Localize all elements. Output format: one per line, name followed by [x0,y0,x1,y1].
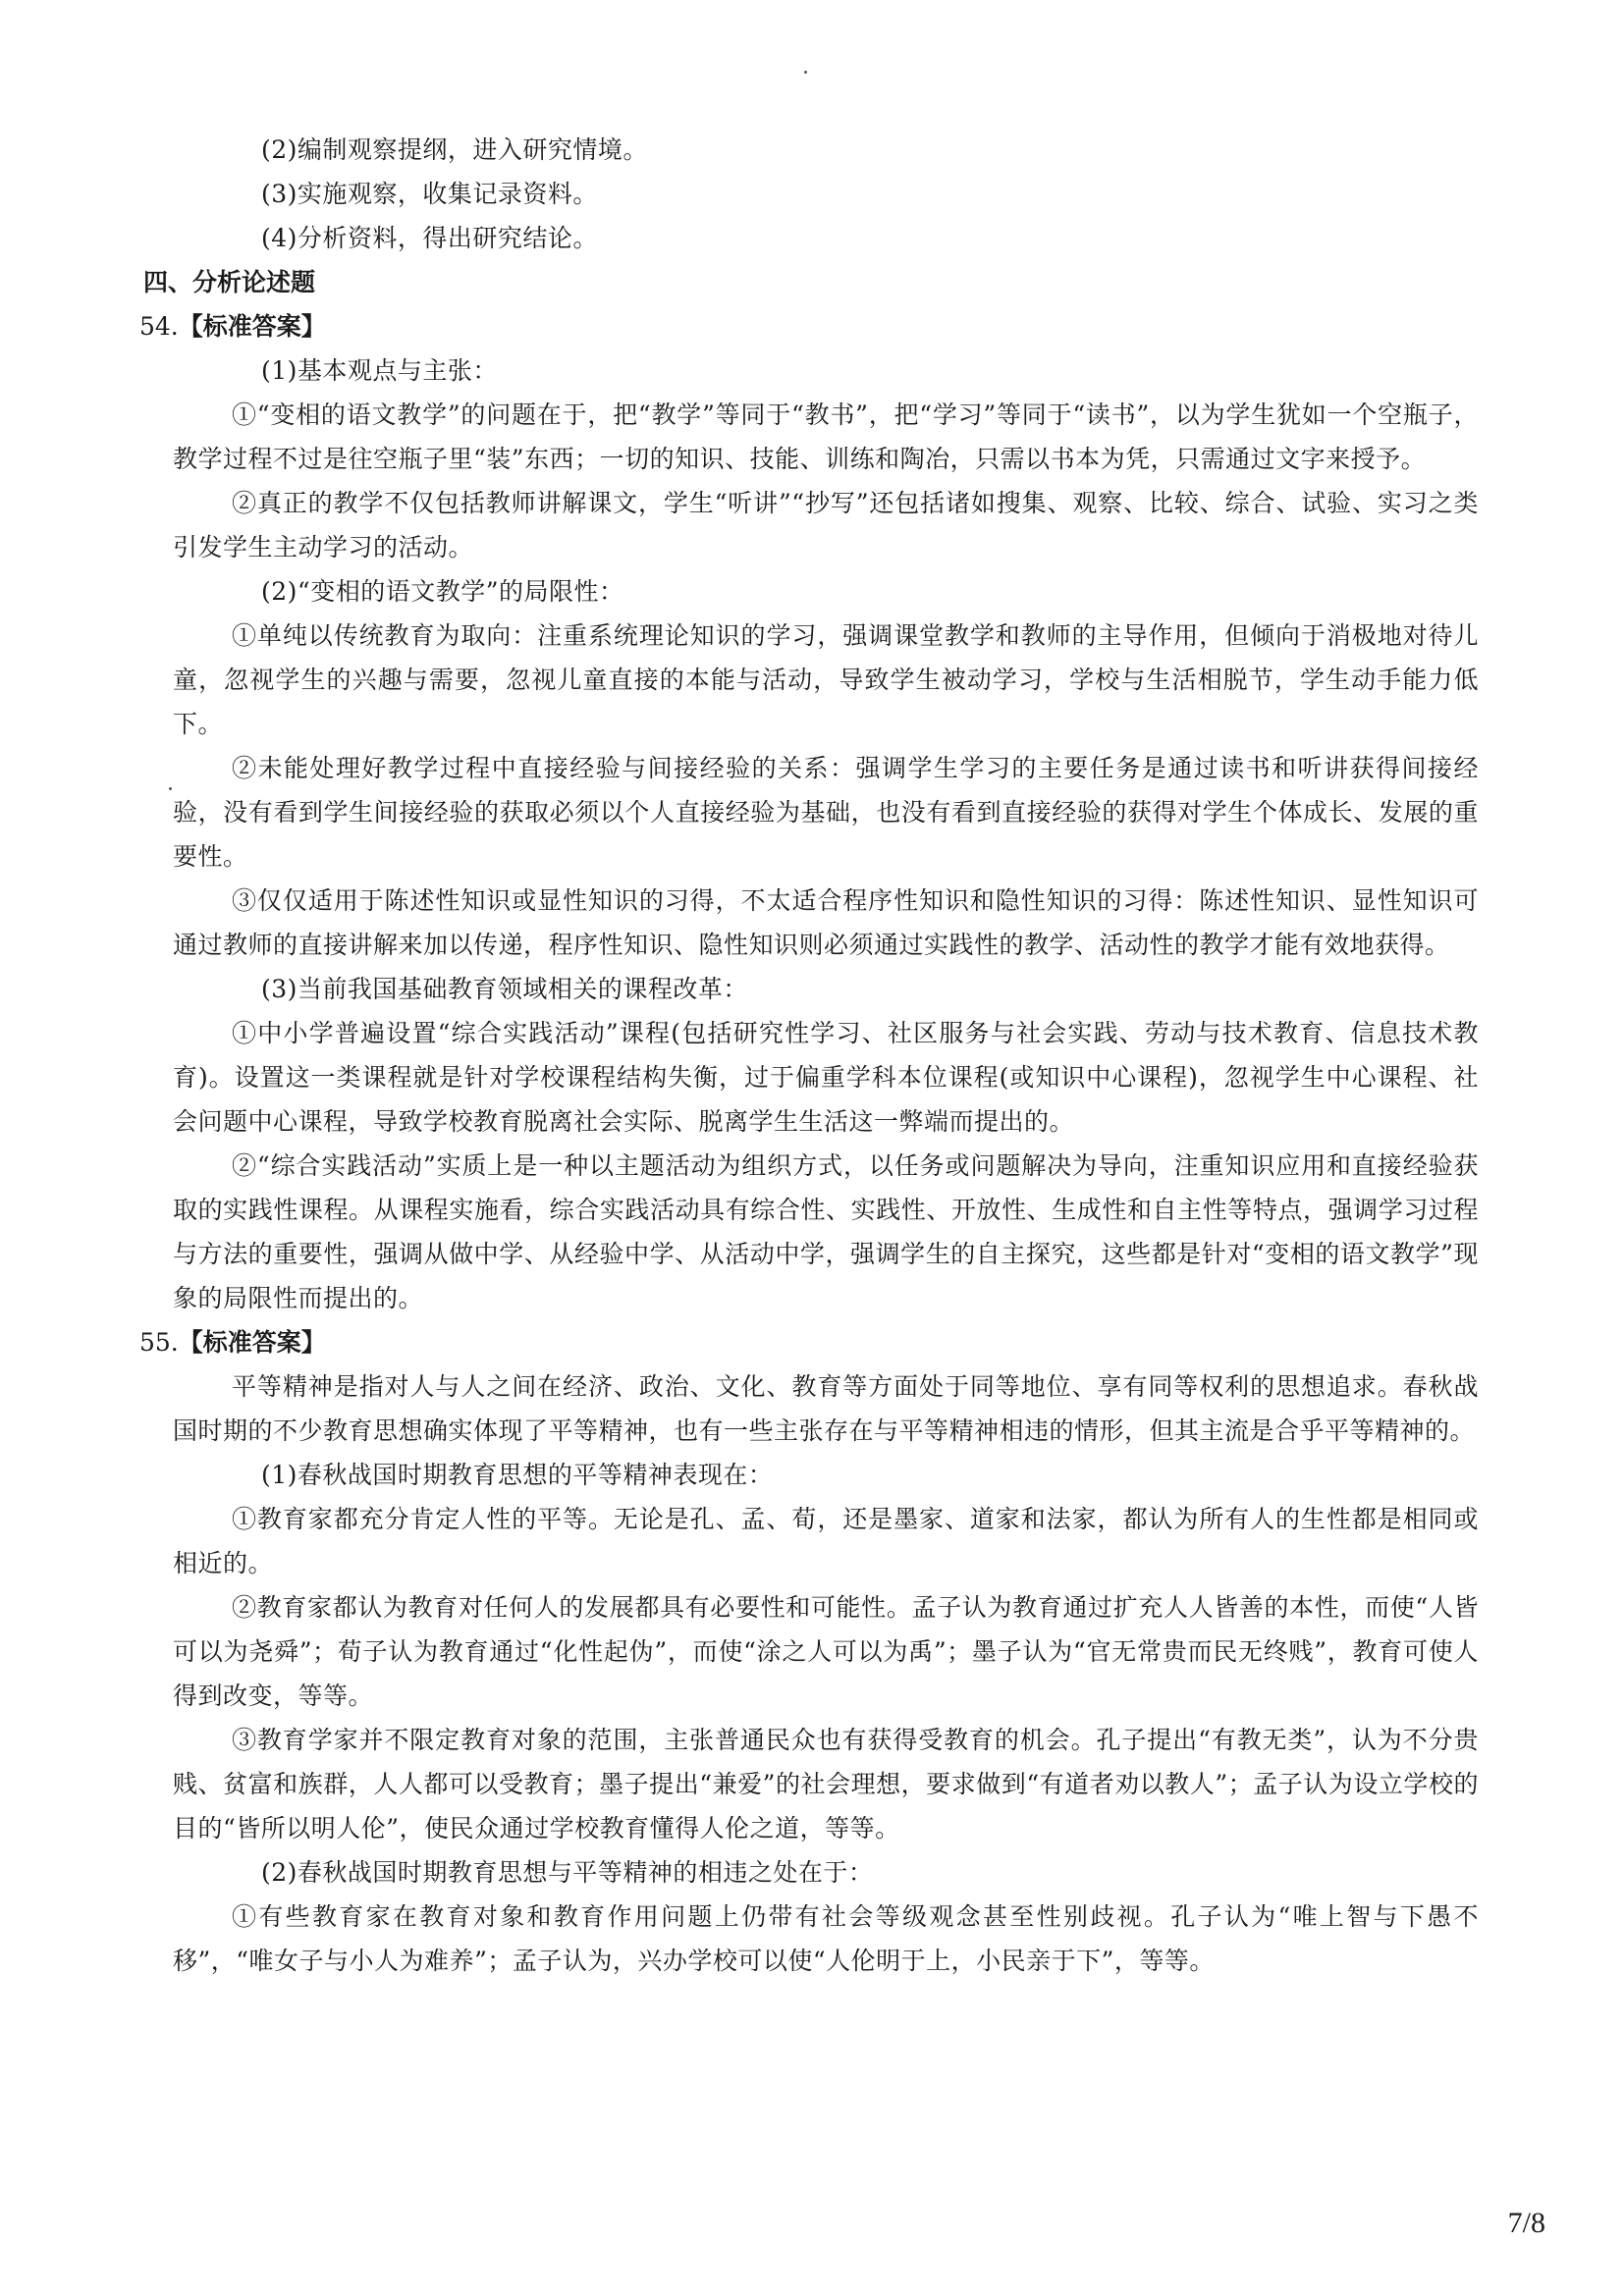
question-number: 55. [139,1328,179,1357]
scan-speck [804,71,807,74]
step-line: (3)实施观察，收集记录资料。 [261,180,598,208]
question-number: 54. [139,312,179,341]
subsection-title: (1)基本观点与主张： [261,356,498,385]
step-line: (4)分析资料，得出研究结论。 [261,224,598,252]
question-54-header [139,304,1479,348]
paragraph: ③教育学家并不限定教育对象的范围，主张普通民众也有获得受教育的机会。孔子提出“有教无类”，认为不分贵贱、贫富和族群，人人都可以受教育；墨子提出“兼爱”的社会理想，要求做到“有道者劝以教人”；孟子认为设立学校的目的“皆所以明人伦”，使民众通过学校教育懂得人伦之道，等等。 [173,1726,1479,1842]
subsection-title: (3)当前我国基础教育领域相关的课程改革： [261,975,748,1003]
page-number: 7/8 [1507,2207,1545,2239]
subsection-title: (1)春秋战国时期教育思想的平等精神表现在： [261,1461,774,1489]
paragraph: ①中小学普遍设置“综合实践活动”课程(包括研究性学习、社区服务与社会实践、劳动与技术教育、信息技术教育)。设置这一类课程就是针对学校课程结构失衡，过于偏重学科本位课程(或知识中心课程)，忽视学生中心课程、社会问题中心课程，导致学校教育脱离社会实际、脱离学生生活这一弊端而提出的。 [173,1019,1479,1136]
page-content [139,128,1479,1983]
paragraph: 平等精神是指对人与人之间在经济、政治、文化、教育等方面处于同等地位、享有同等权利的思想追求。春秋战国时期的不少教育思想确实体现了平等精神，也有一些主张存在与平等精神相违的情形，但其主流是合乎平等精神的。 [173,1372,1479,1445]
paragraph: ①教育家都充分肯定人性的平等。无论是孔、孟、荀，还是墨家、道家和法家，都认为所有人的生性都是相同或相近的。 [173,1505,1479,1577]
answer-tag: 【标准答案】 [178,1328,326,1357]
paragraph: ②“综合实践活动”实质上是一种以主题活动为组织方式，以任务或问题解决为导向，注重知识应用和直接经验获取的实践性课程。从课程实施看，综合实践活动具有综合性、实践性、开放性、生成性和自主性等特点，强调学习过程与方法的重要性，强调从做中学、从经验中学、从活动中学，强调学生的自主探究，这些都是针对“变相的语文教学”现象的局限性而提出的。 [173,1151,1479,1312]
paragraph: ②真正的教学不仅包括教师讲解课文，学生“听讲”“抄写”还包括诸如搜集、观察、比较、综合、试验、实习之类引发学生主动学习的活动。 [173,489,1479,561]
question-55-header [139,1320,1479,1364]
paragraph: ①“变相的语文教学”的问题在于，把“教学”等同于“教书”，把“学习”等同于“读书”，以为学生犹如一个空瓶子，教学过程不过是往空瓶子里“装”东西；一切的知识、技能、训练和陶冶，只需以书本为凭，只需通过文字来授予。 [173,400,1479,473]
answer-tag: 【标准答案】 [178,312,326,341]
step-line: (2)编制观察提纲，进入研究情境。 [261,135,648,164]
paragraph: ①单纯以传统教育为取向：注重系统理论知识的学习，强调课堂教学和教师的主导作用，但倾向于消极地对待儿童，忽视学生的兴趣与需要，忽视儿童直接的本能与活动，导致学生被动学习，学校与生活相脱节，学生动手能力低下。 [173,621,1479,738]
section-heading: 四、分析论述题 [143,268,316,296]
paragraph: ②未能处理好教学过程中直接经验与间接经验的关系：强调学生学习的主要任务是通过读书和听讲获得间接经验，没有看到学生间接经验的获取必须以个人直接经验为基础，也没有看到直接经验的获得对学生个体成长、发展的重要性。 [173,754,1479,871]
subsection-title: (2)春秋战国时期教育思想与平等精神的相违之处在于： [261,1858,874,1887]
paragraph: ②教育家都认为教育对任何人的发展都具有必要性和可能性。孟子认为教育通过扩充人人皆善的本性，而使“人皆可以为尧舜”；荀子认为教育通过“化性起伪”，而使“涂之人可以为禹”；墨子认为“官无常贵而民无终贱”，教育可使人得到改变，等等。 [173,1593,1479,1710]
scan-speck [169,787,172,790]
paragraph: ③仅仅适用于陈述性知识或显性知识的习得，不太适合程序性知识和隐性知识的习得：陈述性知识、显性知识可通过教师的直接讲解来加以传递，程序性知识、隐性知识则必须通过实践性的教学、活动性的教学才能有效地获得。 [173,886,1479,959]
paragraph: ①有些教育家在教育对象和教育作用问题上仍带有社会等级观念甚至性别歧视。孔子认为“唯上智与下愚不移”，“唯女子与小人为难养”；孟子认为，兴办学校可以使“人伦明于上，小民亲于下”，等等。 [173,1902,1479,1975]
subsection-title: (2)“变相的语文教学”的局限性： [261,577,624,606]
